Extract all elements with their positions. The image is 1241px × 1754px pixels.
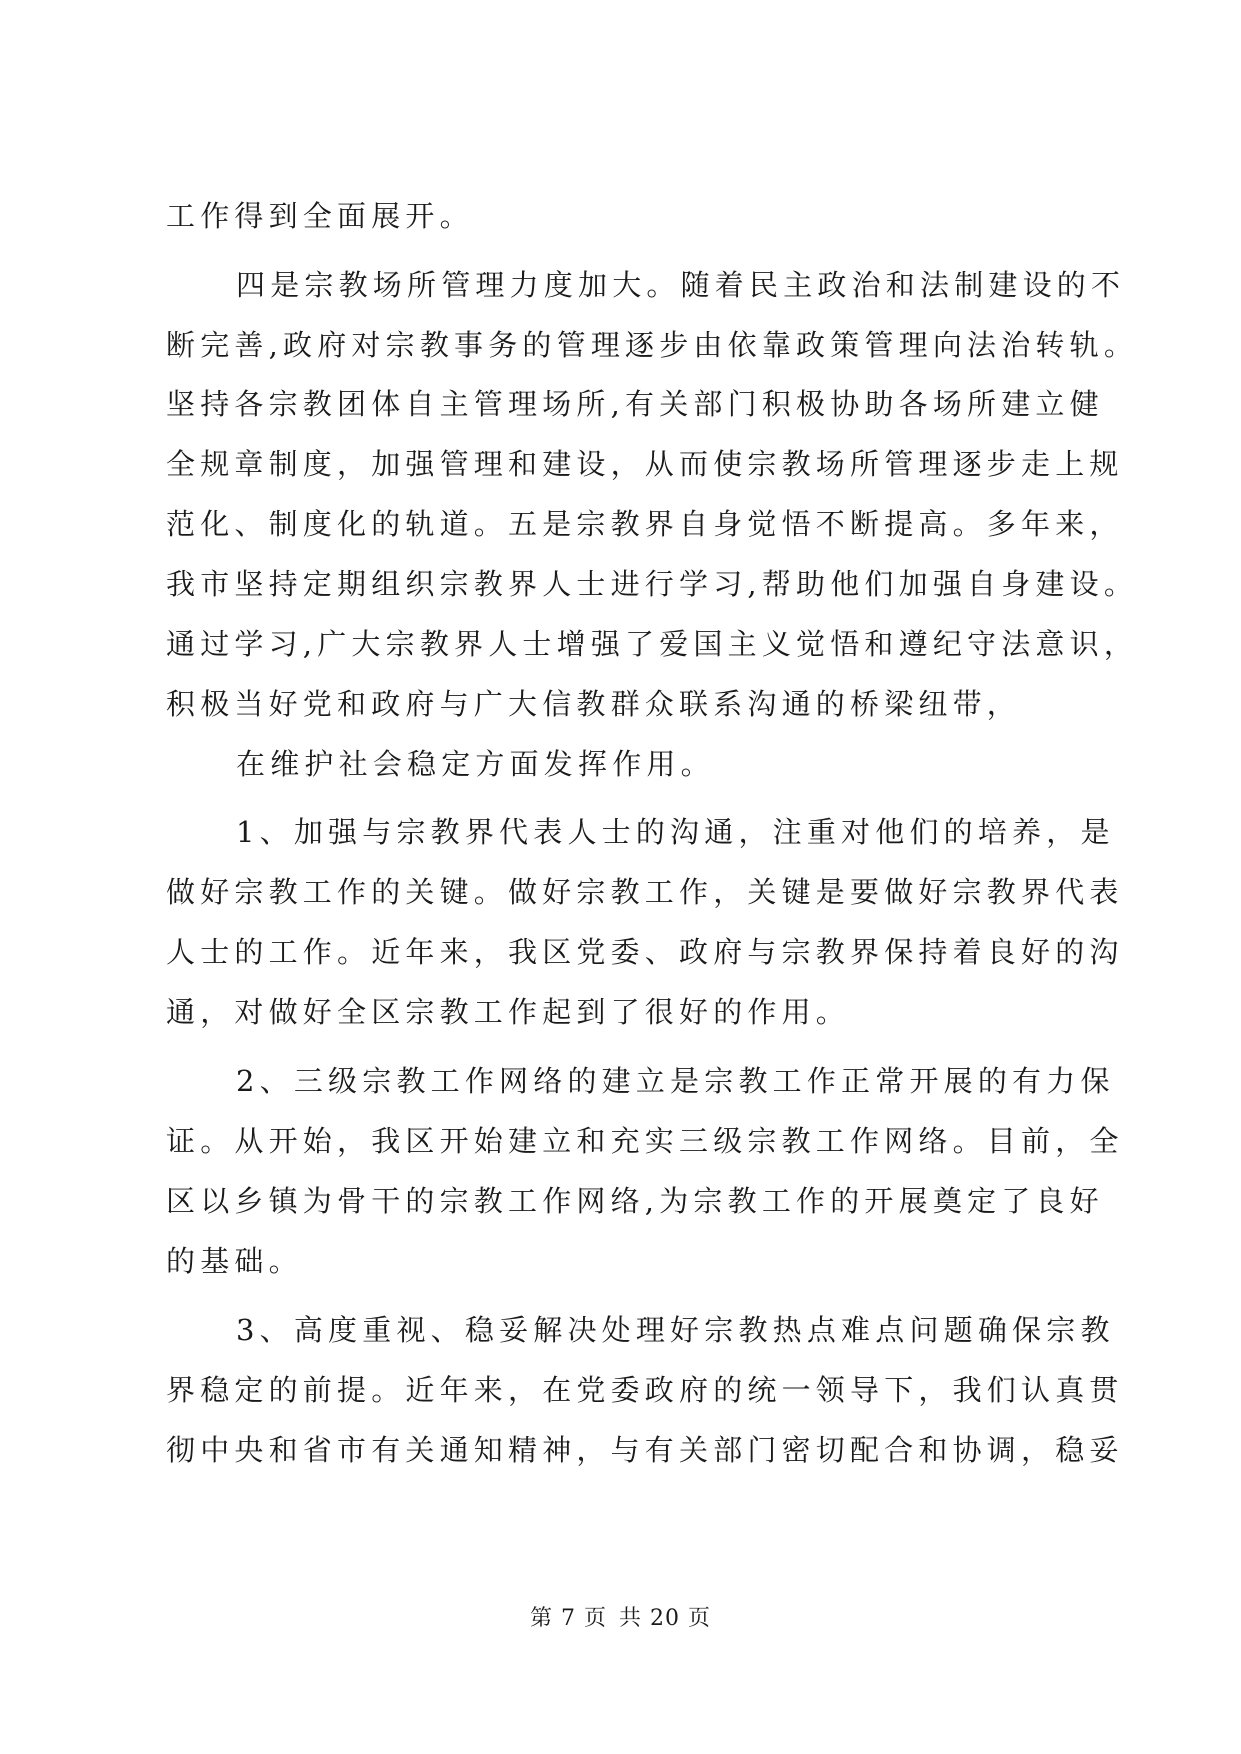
- text-line: 的基础。: [166, 1244, 303, 1278]
- text-line: 界稳定的前提。近年来，在党委政府的统一领导下，我们认真贯: [166, 1373, 1124, 1407]
- text-line: 证。从开始，我区开始建立和充实三级宗教工作网络。目前，全: [166, 1124, 1124, 1158]
- text-line: 全规章制度，加强管理和建设，从而使宗教场所管理逐步走上规: [166, 447, 1124, 481]
- text-line: 区以乡镇为骨干的宗教工作网络,为宗教工作的开展奠定了良好: [166, 1184, 1104, 1218]
- page-total: 共 20 页: [619, 1606, 711, 1631]
- paragraph-line: 在维护社会稳定方面发挥作用。: [236, 747, 715, 781]
- text-line: 断完善,政府对宗教事务的管理逐步由依靠政策管理向法治转轨。: [166, 328, 1139, 362]
- text-line: 范化、制度化的轨道。五是宗教界自身觉悟不断提高。多年来，: [166, 507, 1124, 541]
- text-line: 做好宗教工作的关键。做好宗教工作，关键是要做好宗教界代表: [166, 875, 1124, 909]
- text-line: 坚持各宗教团体自主管理场所,有关部门积极协助各场所建立健: [166, 387, 1104, 421]
- text-line: 积极当好党和政府与广大信教群众联系沟通的桥梁纽带，: [166, 687, 1022, 721]
- page-number: 第 7 页: [530, 1606, 607, 1631]
- page-footer: [0, 1604, 1241, 1634]
- paragraph-line: 2、三级宗教工作网络的建立是宗教工作正常开展的有力保: [236, 1064, 1115, 1098]
- text-line: 人士的工作。近年来，我区党委、政府与宗教界保持着良好的沟: [166, 935, 1124, 969]
- text-line: 通，对做好全区宗教工作起到了很好的作用。: [166, 995, 851, 1029]
- paragraph-line: 1、加强与宗教界代表人士的沟通，注重对他们的培养，是: [236, 815, 1115, 849]
- text-line: 我市坚持定期组织宗教界人士进行学习,帮助他们加强自身建设。: [166, 567, 1139, 601]
- text-line: 通过学习,广大宗教界人士增强了爱国主义觉悟和遵纪守法意识，: [166, 627, 1139, 661]
- text-line: 彻中央和省市有关通知精神，与有关部门密切配合和协调，稳妥: [166, 1433, 1124, 1467]
- text-line: 工作得到全面展开。: [166, 199, 474, 233]
- paragraph-line: 四是宗教场所管理力度加大。随着民主政治和法制建设的不: [236, 268, 1126, 302]
- paragraph-line: 3、高度重视、稳妥解决处理好宗教热点难点问题确保宗教: [236, 1313, 1115, 1347]
